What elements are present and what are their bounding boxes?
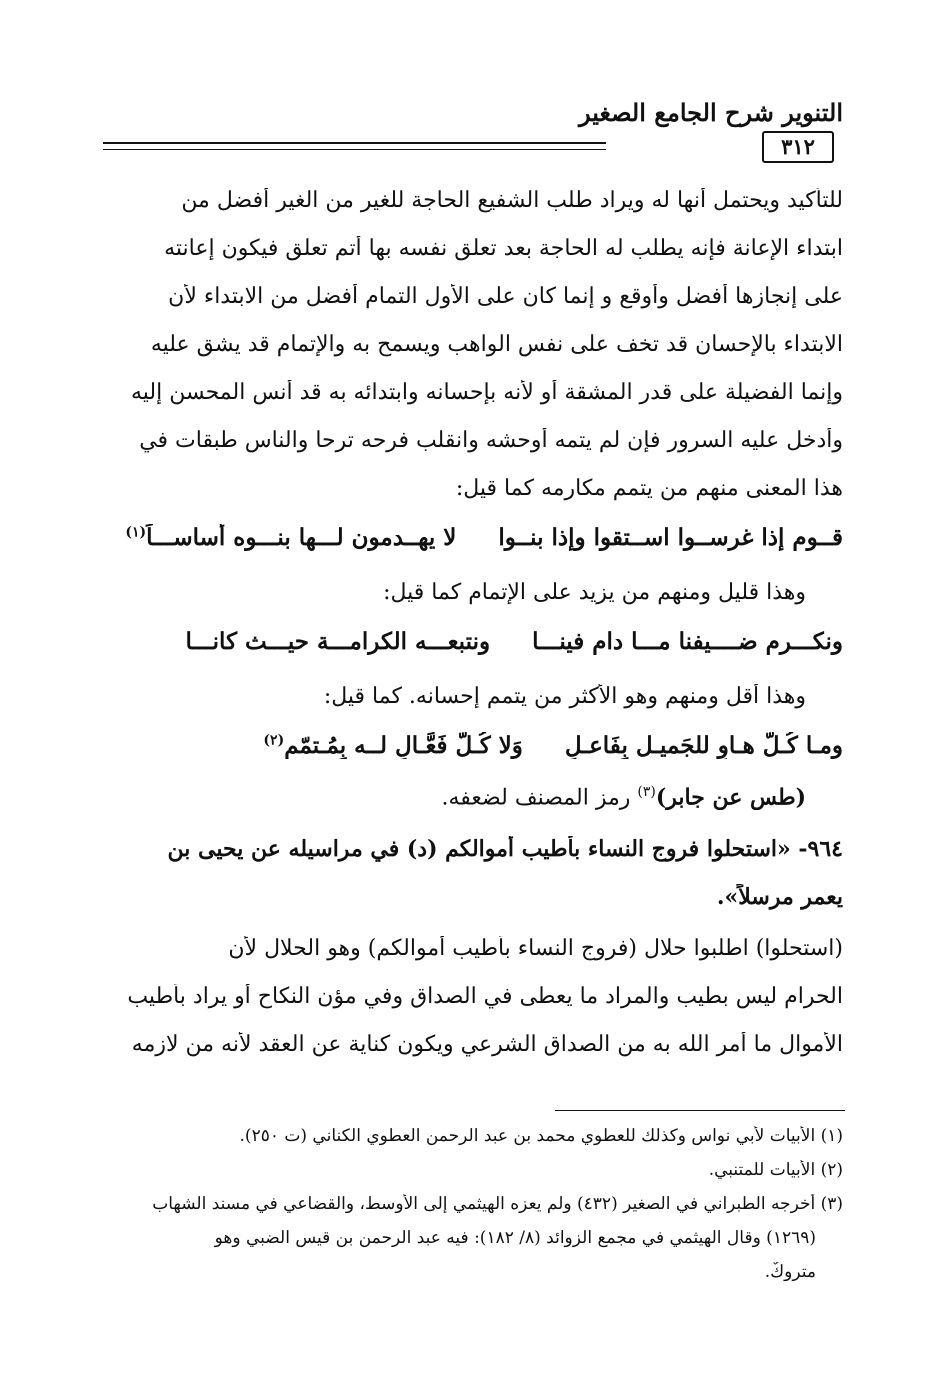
verse-line xyxy=(103,524,843,551)
verse-line xyxy=(103,732,843,759)
text-line: وإنما الفضيلة على قدر المشقة أو لأنه بإحسانه وابتدائه به قد أنس المحسن إليه xyxy=(130,380,843,405)
verse-hemistich: وَلا كُـلُّ فَعَّـالٍ لــه بِمُـتمّمِ xyxy=(284,732,523,759)
source-line xyxy=(66,784,806,810)
header-rule xyxy=(103,142,606,144)
text-line: الابتداء بالإحسان قد تخف على نفس الواهب ويسمح به والإتمام قد يشق عليه xyxy=(150,332,843,357)
hadith-line: يعمر مرسلاً». xyxy=(716,884,843,910)
text-line: (استحلوا) اطلبوا حلال (فروج النساء بأطيب أموالكم) وهو الحلال لأن xyxy=(228,936,843,961)
verse-hemistich: ونكـــرم ضــــيفنا مـــا دام فينـــا xyxy=(532,628,843,655)
footnote-ref: (٢) xyxy=(263,732,285,749)
verse-hemistich: ونتبعـــه الكرامـــة حيـــث كانـــا xyxy=(185,628,491,655)
footnote: (٢) الأبيات للمتنبي. xyxy=(708,1160,843,1180)
verse-hemistich: ومـا كُـلُّ هـاوٍ للجَميـل بِفَاعـلٍ xyxy=(564,732,843,759)
text-line: وهذا أقل ومنهم وهو الأكثر من يتمم إحسانه. كما قيل: xyxy=(323,684,806,709)
footnote: (١) الأبيات لأبي نواس وكذلك للعطوي محمد بن عبد الرحمن العطوي الكناني (ت ٢٥٠). xyxy=(239,1126,843,1146)
text-line: ابتداء الإعانة فإنه يطلب له الحاجة بعد تعلق نفسه بها أتم تعلق فيكون إعانته xyxy=(164,236,843,261)
verse-hemistich: قــوم إذا غرســوا اســتقوا وإذا بنــوا xyxy=(498,524,843,551)
text-line: للتأكيد ويحتمل أنها له ويراد طلب الشفيع الحاجة للغير من الغير أفضل من xyxy=(181,188,843,213)
source-citation: (طس عن جابر) xyxy=(655,784,806,811)
header-rule-thin xyxy=(103,149,606,150)
footnote-separator xyxy=(555,1110,845,1111)
text-line: وهذا قليل ومنهم من يزيد على الإتمام كما قيل: xyxy=(383,580,806,605)
text-line: هذا المعنى منهم من يتمم مكارمه كما قيل: xyxy=(455,476,843,501)
text-line: الأموال ما أمر الله به من الصداق الشرعي ويكون كناية عن العقد لأنه من لازمه xyxy=(131,1032,843,1057)
page-number: ٣١٢ xyxy=(762,131,834,163)
verse-hemistich: لا يهــدمون لـــها بنـــوه أساســـاً xyxy=(146,524,457,551)
footnote: (٣) أخرجه الطبراني في الصغير (٤٣٢) ولم يعزه الهيثمي إلى الأوسط، والقضاعي في مسند الشهاب xyxy=(152,1194,843,1214)
footnote: متروكٌ. xyxy=(764,1262,816,1282)
footnote-ref: (١) xyxy=(125,524,147,541)
source-note: رمز المصنف لضعفه. xyxy=(441,785,638,811)
text-line: وأدخل عليه السرور فإن لم يتمه أوحشه وانقلب فرحه ترحا والناس طبقات في xyxy=(139,428,843,453)
text-line: على إنجازها أفضل وأوقع و إنما كان على الأول التمام أفضل من الابتداء لأن xyxy=(168,284,843,309)
footnote: (١٢٦٩) وقال الهيثمي في مجمع الزوائد (٨/ ١٨٢): فيه عبد الرحمن بن قيس الضبي وهو xyxy=(214,1228,816,1248)
verse-line xyxy=(103,628,843,655)
hadith-line: ٩٦٤- «استحلوا فروج النساء بأطيب أموالكم (د) في مراسيله عن يحيى بن xyxy=(167,836,843,862)
footnote-ref: (٣) xyxy=(637,784,656,800)
text-line: الحرام ليس بطيب والمراد ما يعطى في الصداق وفي مؤن النكاح أو يراد بأطيب xyxy=(127,984,843,1009)
running-title: التنوير شرح الجامع الصغير xyxy=(579,98,843,127)
